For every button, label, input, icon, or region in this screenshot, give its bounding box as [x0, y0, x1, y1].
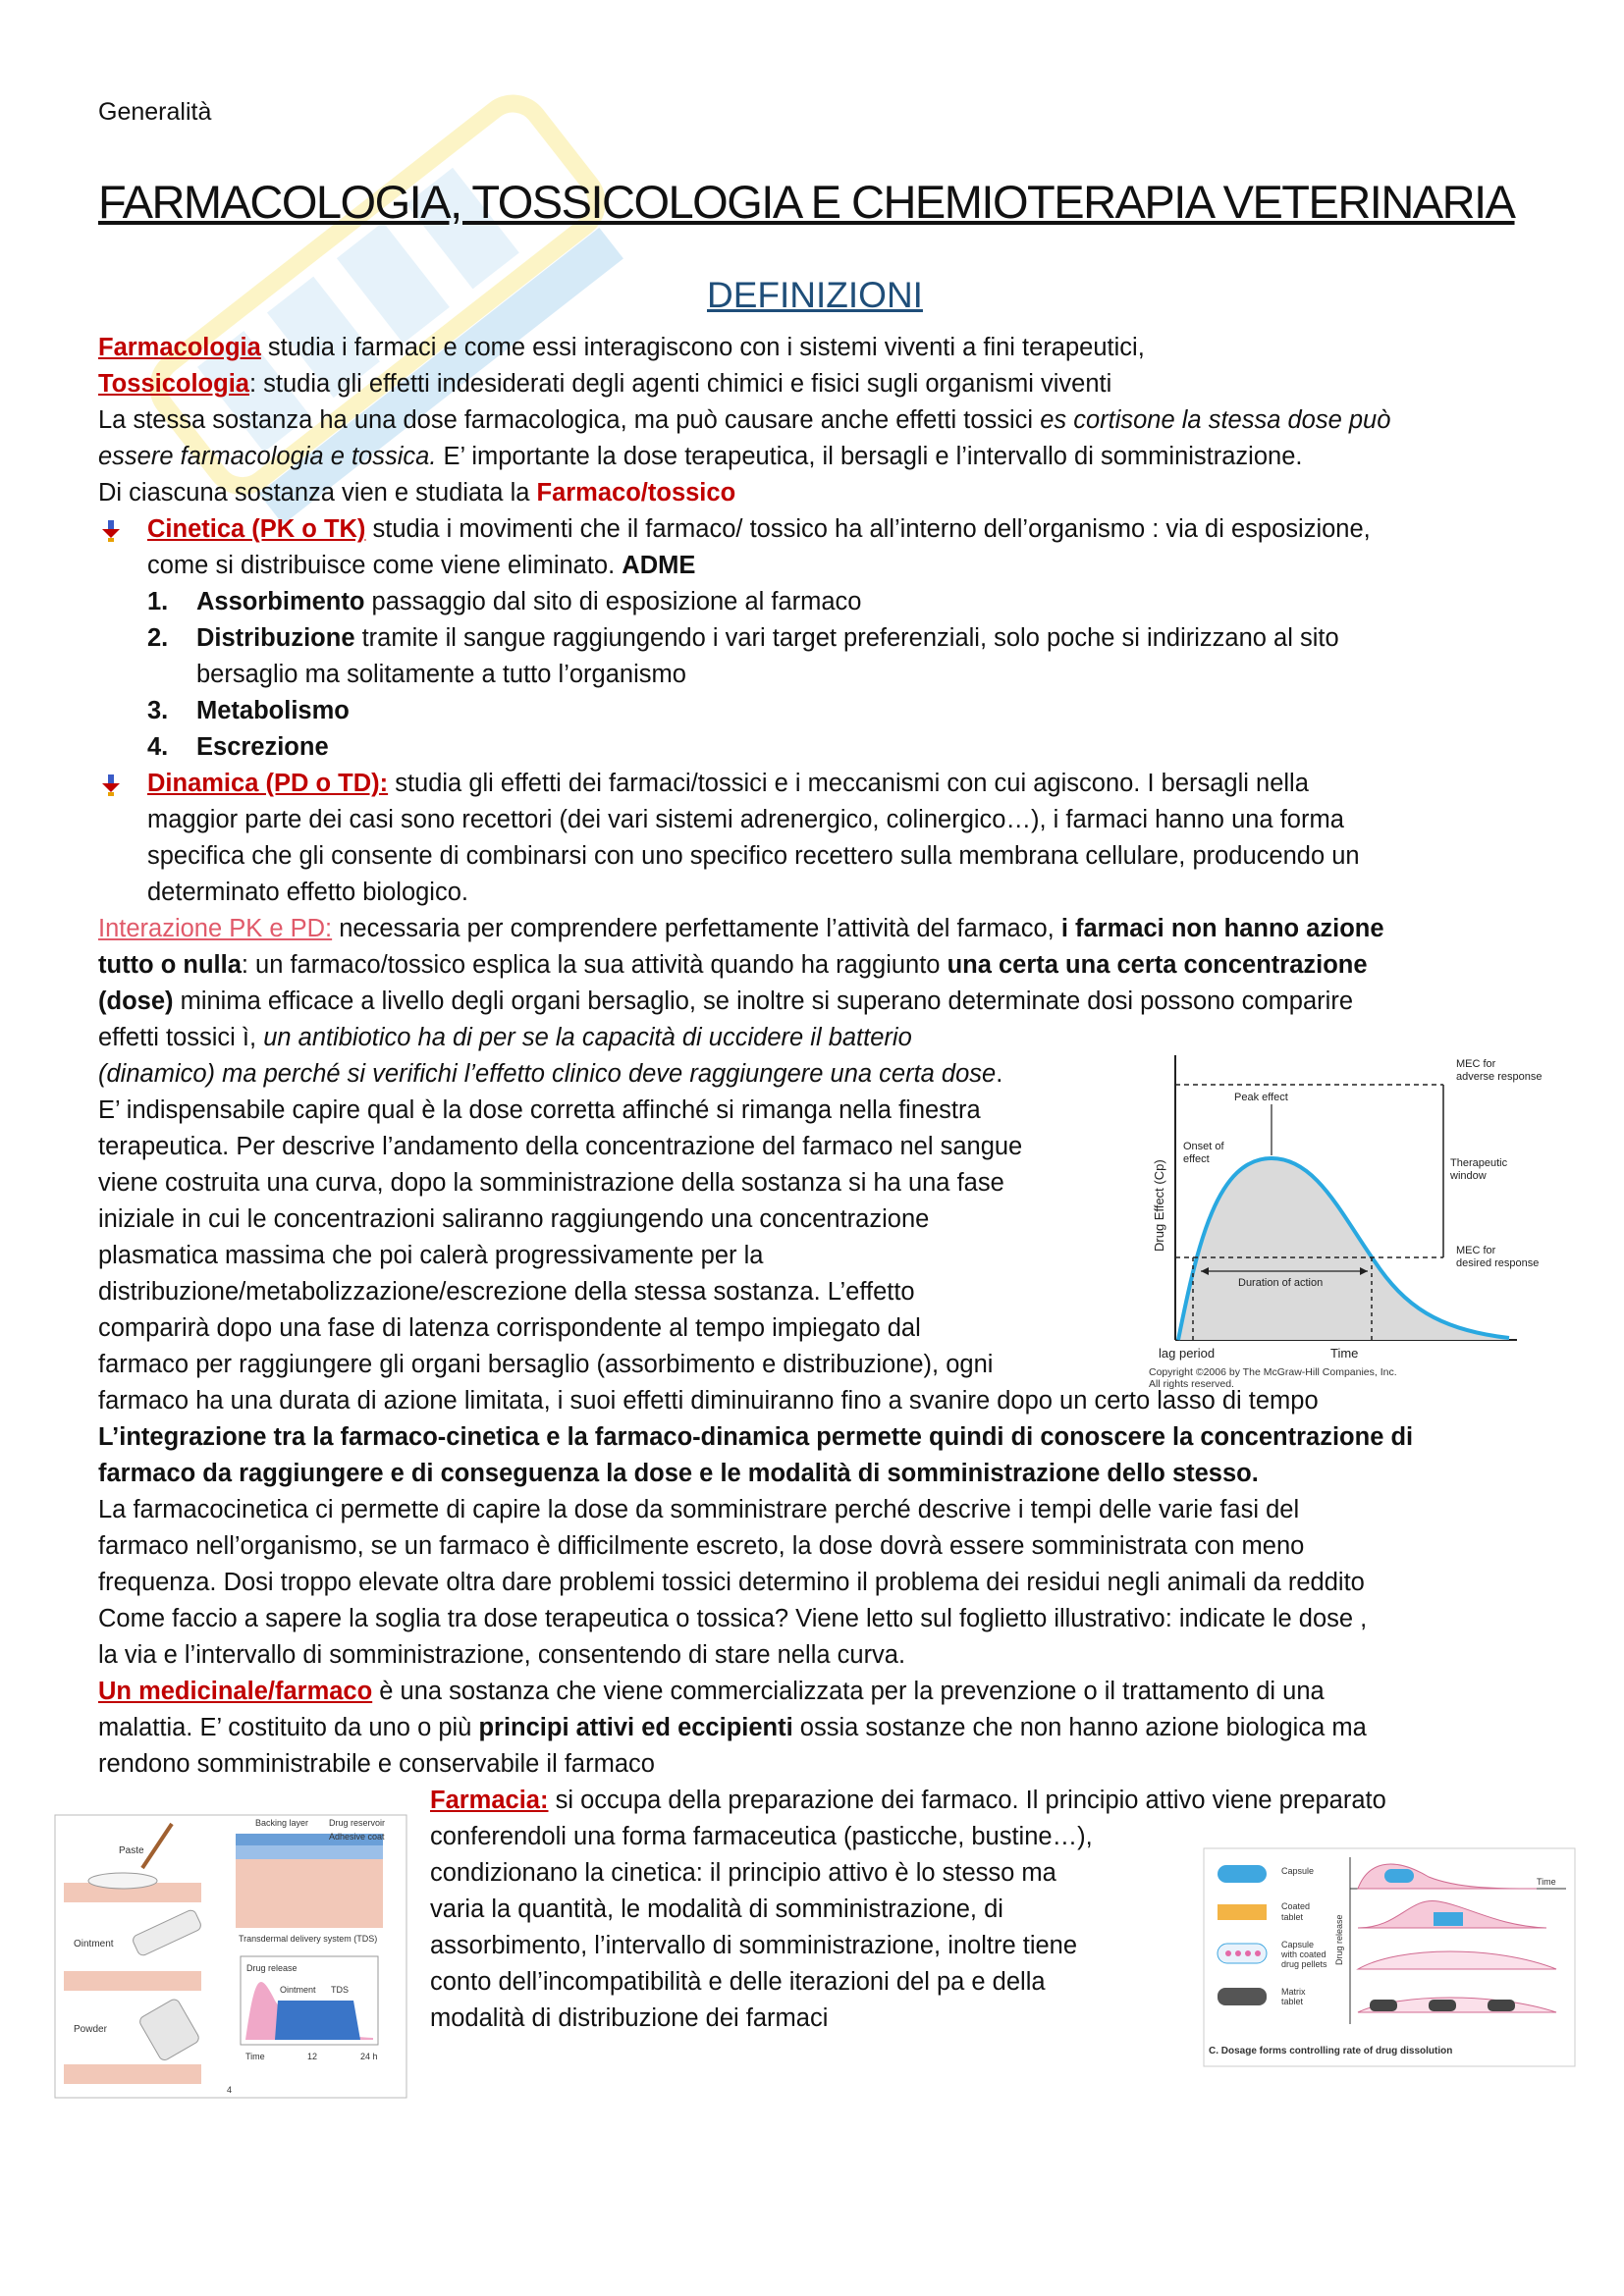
farmaco-tossico-label: Farmaco/tossico — [536, 479, 736, 507]
coated-dissolving — [1434, 1912, 1463, 1926]
interazione-bold: i farmaci non hanno azione — [1060, 915, 1384, 942]
interazione-text: effetti tossici ì, — [98, 1024, 264, 1051]
term-cinetica: Cinetica (PK o TK) — [147, 515, 366, 543]
lag-label: lag period — [1159, 1346, 1216, 1361]
medicinale-bold: principi attivi ed eccipienti — [478, 1714, 793, 1741]
interazione-line-1 — [98, 911, 1384, 947]
adme-term: Escrezione — [196, 733, 329, 761]
drug-effect-curve-figure — [1144, 1045, 1576, 1394]
term-dinamica: Dinamica (PD o TD): — [147, 770, 389, 797]
tick-24: 24 h — [360, 2052, 378, 2061]
pellet — [1225, 1950, 1231, 1956]
interazione-line-14: farmaco ha una durata di azione limitata, i suoi effetti diminuiranno fino a svanire dopo un certo lasso di tempo — [98, 1387, 1319, 1415]
interazione-text: : un farmaco/tossico esplica la sua attività quando ha raggiunto — [241, 951, 947, 979]
interazione-bold: una certa una certa concentrazione — [947, 951, 1368, 979]
interazione-line-9: iniziale in cui le concentrazioni saliranno raggiungendo una concentrazione — [98, 1205, 930, 1233]
skin-tds — [236, 1859, 383, 1928]
adme-item-continuation — [196, 657, 686, 693]
interazione-bold: (dose) — [98, 988, 174, 1015]
cinetica-text-1: studia i movimenti che il farmaco/ tossico ha all’interno dell’organismo : via di esposizione, — [365, 515, 1371, 543]
definitions-heading: DEFINIZIONI — [707, 275, 923, 315]
pellets-label: Capsule — [1281, 1940, 1315, 1949]
pellet — [1235, 1950, 1241, 1956]
interazione-line-5 — [98, 1056, 1002, 1093]
mec-adverse-label: MEC for — [1456, 1058, 1496, 1070]
studiata-line — [98, 475, 735, 511]
arrow-bullet-icon — [100, 520, 122, 542]
mec-adverse-label: adverse response — [1456, 1071, 1543, 1083]
adhesive-label: Adhesive coat — [329, 1832, 385, 1842]
reservoir-label: Drug reservoir — [329, 1818, 386, 1828]
medicinale-line-3: rendono somministrabile e conservabile il farmaco — [98, 1750, 655, 1778]
coated-label: tablet — [1281, 1912, 1304, 1922]
term-medicinale: Un medicinale/farmaco — [98, 1678, 373, 1705]
adme-number: 1. — [147, 588, 169, 615]
onset-label: Onset of — [1183, 1141, 1224, 1152]
integrazione-line-1: L’integrazione tra la farmaco-cinetica e la farmaco-dinamica permette quindi di conoscere la concentrazione di — [98, 1423, 1414, 1451]
topical-forms-figure — [54, 1814, 407, 2099]
tds-release-curve — [275, 2001, 360, 2040]
dosage-forms-figure — [1203, 1847, 1576, 2068]
interazione-italic: un antibiotico ha di per se la capacità di uccidere il batterio — [263, 1024, 912, 1051]
term-farmacologia: Farmacologia — [98, 334, 261, 361]
interazione-text: necessaria per comprendere perfettamente l’attività del farmaco, — [332, 915, 1061, 942]
release-label: Drug release — [246, 1963, 298, 1973]
mec-desired-label: MEC for — [1456, 1245, 1496, 1256]
interazione-line-4 — [98, 1020, 912, 1056]
integrazione-line-2: farmaco da raggiungere e di conseguenza la dose e le modalità di somministrazione dello stesso. — [98, 1460, 1259, 1487]
interazione-text: minima efficace a livello degli organi bersaglio, se inoltre si superano determinate dosi possono comparire — [173, 988, 1354, 1015]
dose-text-1: La stessa sostanza ha una dose farmacologica, ma può causare anche effetti tossici — [98, 406, 1041, 434]
dose-line-1 — [98, 402, 1390, 439]
tds2-label: TDS — [331, 1985, 349, 1995]
y-axis-label: Drug Effect (Cp) — [1152, 1159, 1166, 1252]
interazione-line-2 — [98, 947, 1368, 984]
dose-line-2 — [98, 439, 1302, 475]
ointment2-label: Ointment — [280, 1985, 316, 1995]
dinamica-text-1: studia gli effetti dei farmaci/tossici e i meccanismi con cui agiscono. I bersagli nella — [388, 770, 1309, 797]
section-label: Generalità — [98, 98, 212, 126]
drug-reservoir — [236, 1845, 383, 1859]
dose-italic-1: es cortisone la stessa dose può — [1040, 406, 1391, 434]
copyright-text: Copyright ©2006 by The McGraw-Hill Companies, Inc. — [1149, 1366, 1397, 1378]
release-y-label: Drug release — [1334, 1914, 1344, 1965]
adme-term: Assorbimento — [196, 588, 365, 615]
figure-page-number: 4 — [227, 2085, 233, 2095]
medicinale-text: malattia. E’ costituito da uno o più — [98, 1714, 479, 1741]
page-title: FARMACOLOGIA, TOSSICOLOGIA E CHEMIOTERAPIA VETERINARIA — [98, 176, 1515, 228]
powder-label: Powder — [74, 2024, 107, 2035]
arrow-bullet-icon — [100, 774, 122, 796]
skin-ointment — [64, 1971, 201, 1991]
tossicologia-text: : studia gli effetti indesiderati degli agenti chimici e fisici sugli organismi viventi — [248, 370, 1112, 398]
duration-label: Duration of action — [1238, 1277, 1324, 1289]
adme-number: 2. — [147, 624, 169, 652]
term-interazione: Interazione PK e PD: — [98, 915, 333, 942]
matrix-piece — [1488, 2000, 1515, 2011]
farmacocinetica-line-2: farmaco nell’organismo, se un farmaco è difficilmente escreto, la dose dovrà essere somministrata con meno — [98, 1532, 1305, 1560]
time-axis-label: Time — [245, 2052, 265, 2061]
pellet — [1255, 1950, 1261, 1956]
interazione-line-13: farmaco per raggiungere gli organi bersaglio (assorbimento e distribuzione), ogni — [98, 1351, 994, 1378]
cinetica-text-2: come si distribuisce come viene eliminato. — [147, 552, 623, 579]
interazione-bold: tutto o nulla — [98, 951, 242, 979]
medicinale-line-2 — [98, 1710, 1367, 1746]
time-label: Time — [1330, 1346, 1359, 1361]
medicinale-line-1 — [98, 1674, 1325, 1710]
farmacocinetica-line-5: la via e l’intervallo di somministrazione, consentendo di stare nella curva. — [98, 1641, 906, 1669]
matrix-tablet-icon — [1218, 1988, 1267, 2005]
mec-desired-label: desired response — [1456, 1257, 1540, 1269]
tick-12: 12 — [307, 2052, 318, 2061]
ointment-label: Ointment — [74, 1939, 114, 1949]
studiata-text: Di ciascuna sostanza vien e studiata la — [98, 479, 537, 507]
matrix-label: tablet — [1281, 1997, 1304, 2006]
therapeutic-label: window — [1450, 1170, 1487, 1182]
dinamica-line-1 — [147, 766, 1309, 802]
cinetica-line-1 — [147, 511, 1371, 548]
interazione-line-12: comparirà dopo una fase di latenza corrispondente al tempo impiegato dal — [98, 1314, 921, 1342]
coated-label: Coated — [1281, 1901, 1311, 1911]
pellets-label: drug pellets — [1281, 1959, 1327, 1969]
farmacocinetica-line-4: Come faccio a sapere la soglia tra dose terapeutica o tossica? Viene letto sul foglietto illustrativo: indicate le dose , — [98, 1605, 1368, 1632]
adme-number: 3. — [147, 697, 169, 724]
capsule-dissolving — [1384, 1869, 1414, 1883]
matrix-piece — [1370, 2000, 1397, 2011]
adme-label: ADME — [622, 552, 696, 579]
matrix-piece — [1429, 2000, 1456, 2011]
interazione-text: . — [996, 1060, 1003, 1088]
peak-label: Peak effect — [1234, 1092, 1288, 1103]
cinetica-line-2 — [147, 548, 695, 584]
interazione-line-7: terapeutica. Per descrive l’andamento della concentrazione del farmaco nel sangue — [98, 1133, 1023, 1160]
dinamica-line-4: determinato effetto biologico. — [147, 879, 468, 906]
dinamica-line-3: specifica che gli consente di combinarsi con uno specifico recettero sulla membrana cellulare, producendo un — [147, 842, 1360, 870]
term-tossicologia: Tossicologia — [98, 370, 249, 398]
pellets-label: with coated — [1281, 1949, 1326, 1959]
paragraph-tossicologia — [98, 366, 1111, 402]
interazione-line-3 — [98, 984, 1353, 1020]
dosage-caption: C. Dosage forms controlling rate of drug dissolution — [1209, 2046, 1453, 2056]
release-time-label: Time — [1537, 1877, 1556, 1887]
tds-label: Transdermal delivery system (TDS) — [239, 1934, 378, 1944]
skin-powder — [64, 2064, 201, 2084]
adme-item — [147, 693, 350, 729]
farmacia-line-6: conto dell’incompatibilità e delle iterazioni del pa e della — [430, 1968, 1046, 1996]
farmacia-line-4: varia la quantità, le modalità di somministrazione, di — [430, 1896, 1003, 1923]
farmacologia-text: studia i farmaci e come essi interagiscono con i sistemi viventi a fini terapeutici, — [260, 334, 1145, 361]
farmacia-line-2: conferendoli una forma farmaceutica (pasticche, bustine…), — [430, 1823, 1093, 1850]
term-farmacia: Farmacia: — [430, 1787, 549, 1814]
capsule-icon — [1218, 1865, 1267, 1883]
paste-blob — [88, 1873, 157, 1889]
interazione-italic: (dinamico) ma perché si verifichi l’effetto clinico deve raggiungere una certa dose — [98, 1060, 997, 1088]
interazione-line-10: plasmatica massima che poi calerà progressivamente per la — [98, 1242, 764, 1269]
farmacia-line-7: modalità di distribuzione dei farmaci — [430, 2004, 829, 2032]
adme-term: Metabolismo — [196, 697, 350, 724]
interazione-line-11: distribuzione/metabolizzazione/escrezione della stessa sostanza. L’effetto — [98, 1278, 915, 1306]
adme-text: passaggio dal sito di esposizione al farmaco — [364, 588, 862, 615]
farmacia-text: si occupa della preparazione dei farmaco. Il principio attivo viene preparato — [548, 1787, 1386, 1814]
adme-term: Distribuzione — [196, 624, 355, 652]
dose-italic-2: essere farmacologia e tossica. — [98, 443, 437, 470]
farmacia-line-5: assorbimento, l’intervallo di somministrazione, inoltre tiene — [430, 1932, 1078, 1959]
therapeutic-label: Therapeutic — [1450, 1157, 1508, 1169]
capsule-label: Capsule — [1281, 1866, 1315, 1876]
backing-label: Backing layer — [255, 1818, 309, 1828]
pellet — [1245, 1950, 1251, 1956]
adme-item — [147, 584, 862, 620]
adme-text: bersaglio ma solitamente a tutto l’organismo — [196, 661, 686, 688]
copyright-text: All rights reserved. — [1149, 1378, 1234, 1390]
farmacia-line-1 — [430, 1783, 1386, 1819]
paste-label: Paste — [119, 1845, 144, 1856]
adme-item — [147, 729, 329, 766]
farmacia-line-3: condizionano la cinetica: il principio attivo è lo stesso ma — [430, 1859, 1056, 1887]
interazione-line-6: E’ indispensabile capire qual è la dose corretta affinché si rimanga nella finestra — [98, 1096, 981, 1124]
medicinale-text: è una sostanza che viene commercializzata per la prevenzione o il trattamento di una — [372, 1678, 1325, 1705]
dinamica-line-2: maggior parte dei casi sono recettori (dei vari sistemi adrenergico, colinergico…), i farmaci hanno una forma — [147, 806, 1344, 833]
coated-tablet-icon — [1218, 1904, 1267, 1920]
farmacocinetica-line-3: frequenza. Dosi troppo elevate oltra dare problemi tossici determino il problema dei residui negli animali da reddito — [98, 1569, 1365, 1596]
medicinale-text: ossia sostanze che non hanno azione biologica ma — [792, 1714, 1367, 1741]
dose-text-2: E’ importante la dose terapeutica, il bersagli e l’intervallo di somministrazione. — [436, 443, 1303, 470]
interazione-line-8: viene costruita una curva, dopo la somministrazione della sostanza si ha una fase — [98, 1169, 1004, 1197]
adme-number: 4. — [147, 733, 169, 761]
matrix-label: Matrix — [1281, 1987, 1306, 1997]
farmacocinetica-line-1: La farmacocinetica ci permette di capire la dose da somministrare perché descrive i tempi delle varie fasi del — [98, 1496, 1300, 1523]
onset-label: effect — [1183, 1153, 1210, 1165]
paragraph-farmacologia — [98, 330, 1145, 366]
adme-text: tramite il sangue raggiungendo i vari target preferenziali, solo poche si indirizzano al sito — [354, 624, 1339, 652]
adme-item — [147, 620, 1339, 657]
